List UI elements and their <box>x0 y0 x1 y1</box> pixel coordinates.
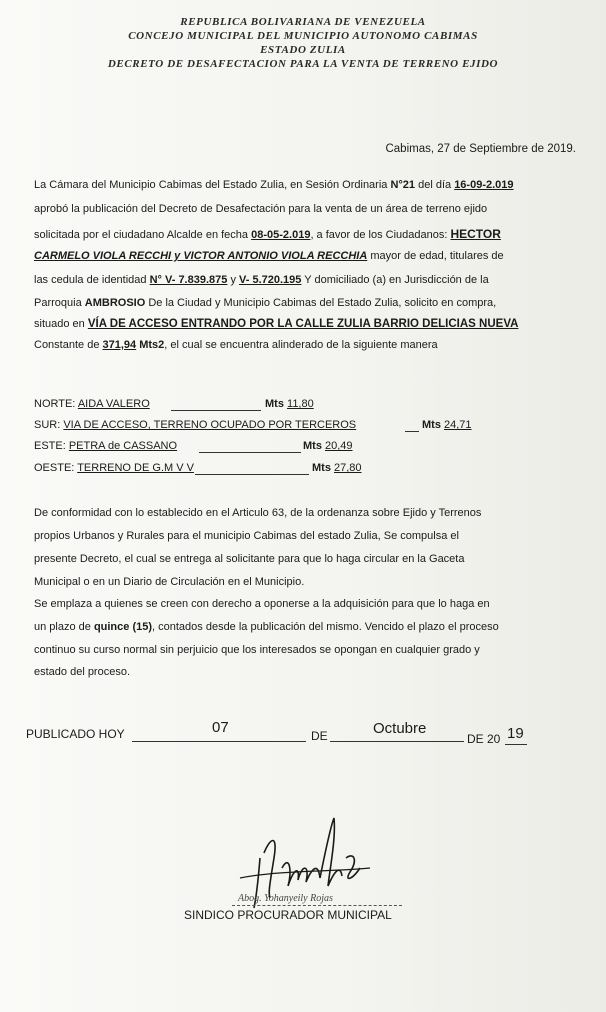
boundary-value: PETRA de CASSANO <box>68 440 178 452</box>
boundary-west <box>34 462 194 474</box>
header-council: CONCEJO MUNICIPAL DEL MUNICIPIO AUTONOMO CABIMAS <box>128 30 478 42</box>
header-decree-title: DECRETO DE DESAFECTACION PARA LA VENTA DE TERRENO EJIDO <box>107 58 499 70</box>
p2-text: un plazo de <box>34 621 94 633</box>
p1-text: Y domiciliado (a) en Jurisdicción de la <box>301 274 489 286</box>
p1-text: y <box>227 274 240 286</box>
p1-text: De la Ciudad y Municipio Cabimas del Estado Zulia, solicito en compra, <box>145 297 497 309</box>
p1-text: situado en <box>34 318 88 330</box>
property-location: VÍA DE ACCESO ENTRANDO POR LA CALLE ZULIA BARRIO DELICIAS NUEVA <box>87 318 519 330</box>
document-date: Cabimas, 27 de Septiembre de 2019. <box>385 143 576 155</box>
published-label: PUBLICADO HOY <box>26 727 125 741</box>
p1-line7 <box>34 318 574 330</box>
boundary-unit: Mts <box>312 462 331 474</box>
session-date: 16-09-2.019 <box>454 179 514 191</box>
header-state: ESTADO ZULIA <box>260 44 346 56</box>
p2-line1: De conformidad con lo establecido en el Articulo 63, de la ordenanza sobre Ejido y Terrenos <box>34 507 482 519</box>
boundary-north-measure <box>265 398 314 410</box>
p1-line5 <box>34 274 574 286</box>
p2-line6 <box>34 621 574 633</box>
applicant-names: CARMELO VIOLA RECCHI y VICTOR ANTONIO VIOLA RECCHIA <box>34 250 368 262</box>
p2-line2: propios Urbanos y Rurales para el municipio Cabimas del estado Zulia, Se compulsa el <box>34 530 459 542</box>
p1-line3 <box>34 227 574 241</box>
area-unit: Mts2 <box>136 339 165 351</box>
boundary-unit: Mts <box>303 440 322 452</box>
boundary-amount: 20,49 <box>325 440 353 452</box>
p1-text: La Cámara del Municipio Cabimas del Estado Zulia, en Sesión Ordinaria <box>34 179 391 191</box>
p1-text: del día <box>415 179 455 191</box>
boundary-label: NORTE: <box>34 398 78 410</box>
boundary-label: ESTE: <box>34 440 69 452</box>
boundary-rule <box>405 431 419 432</box>
p1-text: Constante de <box>34 339 103 351</box>
deadline-days: quince (15) <box>93 621 153 633</box>
p2-line4: Municipal o en un Diario de Circulación en el Municipio. <box>34 576 305 588</box>
boundary-label: OESTE: <box>34 462 78 474</box>
boundary-west-measure <box>312 462 362 474</box>
published-year-rule <box>505 744 527 745</box>
p2-text: , contados desde la publicación del mismo. Vencido el plazo el proceso <box>152 621 499 633</box>
boundary-amount: 27,80 <box>334 462 362 474</box>
p2-line7: continuo su curso normal sin perjuicio que los interesados se opongan en cualquier grado y <box>34 644 480 656</box>
boundary-amount: 24,71 <box>444 419 472 431</box>
session-number: N°21 <box>390 179 416 191</box>
p1-text: , a favor de los Ciudadanos: <box>310 229 451 241</box>
boundary-east <box>34 440 177 452</box>
p1-text: Parroquia <box>34 297 85 309</box>
p1-text: las cedula de identidad <box>34 274 150 286</box>
p1-text: mayor de edad, titulares de <box>367 250 504 262</box>
signatory-title: SINDICO PROCURADOR MUNICIPAL <box>184 908 392 922</box>
boundary-amount: 11,80 <box>287 398 314 410</box>
id-number-1: N° V- 7.839.875 <box>149 274 228 286</box>
applicant-name-part1: HECTOR <box>450 227 501 241</box>
published-de-1: DE <box>311 729 328 743</box>
boundary-value: VIA DE ACCESO, TERRENO OCUPADO POR TERCEROS <box>63 419 357 431</box>
signature-rule <box>232 905 402 906</box>
boundary-value: TERRENO DE G.M V V <box>77 462 194 474</box>
property-area: 371,94 <box>102 339 137 351</box>
boundary-label: SUR: <box>34 419 64 431</box>
p1-line8 <box>34 339 574 351</box>
published-de-2: DE 20 <box>467 732 501 746</box>
boundary-east-measure <box>303 440 353 452</box>
published-month: Octubre <box>373 720 427 737</box>
boundary-north <box>34 398 150 410</box>
p2-line5: Se emplaza a quienes se creen con derecho a oponerse a la adquisición para que lo haga en <box>34 598 490 610</box>
p1-text: , el cual se encuentra alinderado de la siguiente manera <box>164 339 438 351</box>
boundary-south-measure <box>422 419 472 431</box>
published-month-rule <box>330 741 464 742</box>
p1-line6 <box>34 297 574 309</box>
boundary-rule <box>199 452 301 453</box>
boundary-value: AIDA VALERO <box>77 398 150 410</box>
p2-line8: estado del proceso. <box>34 666 131 678</box>
parish-name: AMBROSIO <box>84 297 146 309</box>
boundary-south <box>34 419 356 431</box>
published-day: 07 <box>212 719 229 736</box>
request-date: 08-05-2.019 <box>251 229 311 241</box>
boundary-unit: Mts <box>265 398 284 410</box>
p1-line4 <box>34 250 574 262</box>
p1-line2: aprobó la publicación del Decreto de Desafectación para la venta de un área de terreno ejido <box>34 203 488 215</box>
published-day-rule <box>132 741 306 742</box>
boundary-unit: Mts <box>422 419 441 431</box>
boundary-rule <box>171 410 261 411</box>
p1-line1 <box>34 179 574 191</box>
boundary-rule <box>195 474 309 475</box>
p2-line3: presente Decreto, el cual se entrega al solicitante para que lo haga circular en la Gaceta <box>34 553 465 565</box>
p1-text: solicitada por el ciudadano Alcalde en fecha <box>34 229 252 241</box>
signatory-name: Abog. Yohanyeily Rojas <box>238 893 333 904</box>
published-year: 19 <box>507 725 524 742</box>
id-number-2: V- 5.720.195 <box>239 274 302 286</box>
header-republic: REPUBLICA BOLIVARIANA DE VENEZUELA <box>180 16 426 28</box>
